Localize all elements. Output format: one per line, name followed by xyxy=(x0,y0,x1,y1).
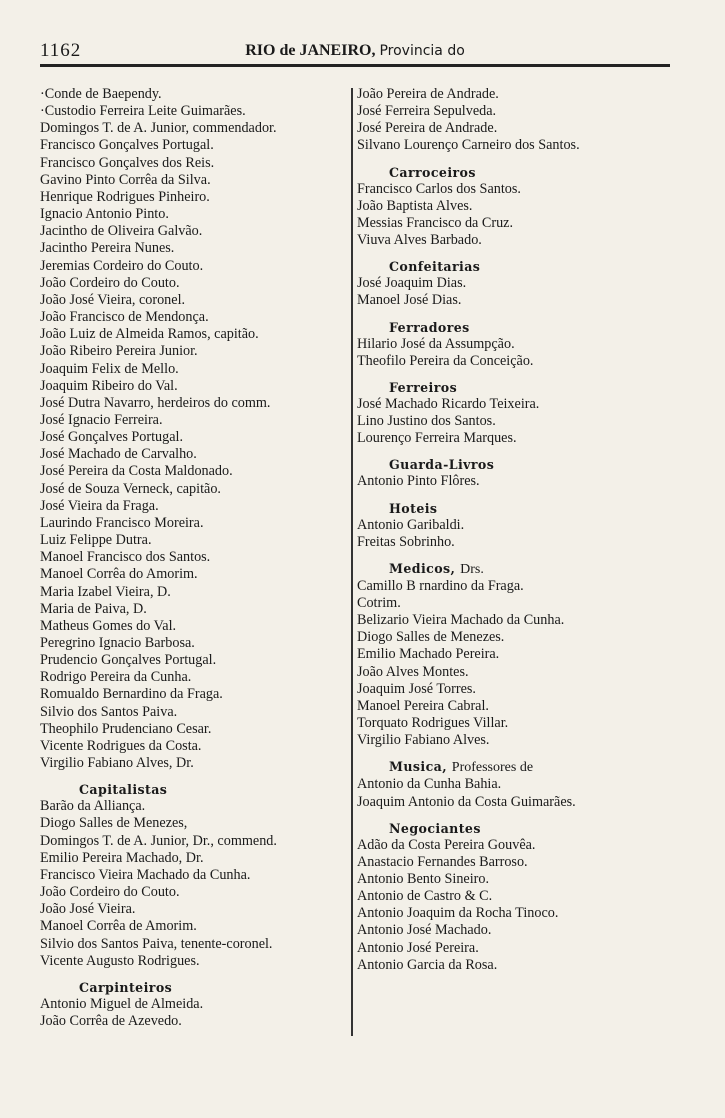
list-item: Romualdo Bernardino da Fraga. xyxy=(40,686,223,703)
list-item: Torquato Rodrigues Villar. xyxy=(357,715,509,732)
list-item: Diogo Salles de Menezes. xyxy=(357,629,505,646)
list-item: José Pereira de Andrade. xyxy=(357,120,498,137)
section-heading-label: Ferreiros xyxy=(389,379,458,395)
section-heading-label: Medicos, xyxy=(389,560,456,576)
list-item: Virgilio Fabiano Alves, Dr. xyxy=(40,755,194,772)
section-heading xyxy=(40,781,348,798)
list-item: Manoel Francisco dos Santos. xyxy=(40,549,211,566)
list-item: José Ignacio Ferreira. xyxy=(40,411,163,428)
header-rule xyxy=(40,64,670,67)
list-item: Gavino Pinto Corrêa da Silva. xyxy=(40,171,211,188)
list-item: ·Custodio Ferreira Leite Guimarães. xyxy=(40,103,246,120)
list-item: Lino Justino dos Santos. xyxy=(357,413,496,430)
list-item: Jacintho Pereira Nunes. xyxy=(40,240,175,257)
list-item: Prudencio Gonçalves Portugal. xyxy=(40,652,217,669)
list-item: Antonio da Cunha Bahia. xyxy=(357,776,502,793)
list-item: Silvano Lourenço Carneiro dos Santos. xyxy=(357,137,580,154)
list-item: Virgilio Fabiano Alves. xyxy=(357,732,490,749)
list-item: José Machado Ricardo Teixeira. xyxy=(357,395,540,412)
list-item: Camillo B rnardino da Fraga. xyxy=(357,577,524,594)
list-item: José Dutra Navarro, herdeiros do comm. xyxy=(40,394,271,411)
section-heading xyxy=(357,560,677,578)
list-item: Manoel Corrêa do Amorim. xyxy=(40,566,198,583)
list-item: João Corrêa de Azevedo. xyxy=(40,1012,182,1029)
list-item: Rodrigo Pereira da Cunha. xyxy=(40,669,192,686)
list-item: Henrique Rodrigues Pinheiro. xyxy=(40,188,210,205)
section-heading-label: Carpinteiros xyxy=(79,979,173,995)
running-head xyxy=(40,42,670,60)
list-item: Antonio Joaquim da Rocha Tinoco. xyxy=(357,905,559,922)
list-item: Francisco Gonçalves Portugal. xyxy=(40,137,214,154)
running-head-subtitle: Provincia do xyxy=(379,43,465,59)
list-item: Antonio de Castro & C. xyxy=(357,888,493,905)
list-item: Joaquim Ribeiro do Val. xyxy=(40,377,178,394)
list-item: Anastacio Fernandes Barroso. xyxy=(357,853,528,870)
list-item: Vicente Augusto Rodrigues. xyxy=(40,952,200,969)
section-heading-label: Confeitarias xyxy=(389,259,481,275)
list-item: Viuva Alves Barbado. xyxy=(357,232,482,249)
list-item: Francisco Gonçalves dos Reis. xyxy=(40,154,215,171)
list-item: José Machado de Carvalho. xyxy=(40,446,197,463)
list-item: Silvio dos Santos Paiva. xyxy=(40,703,178,720)
section-heading xyxy=(40,979,348,996)
list-item: Belizario Vieira Machado da Cunha. xyxy=(357,612,565,629)
list-item: Emilio Pereira Machado, Dr. xyxy=(40,849,204,866)
list-item: Francisco Carlos dos Santos. xyxy=(357,180,521,197)
list-item: Manoel Corrêa de Amorim. xyxy=(40,918,197,935)
list-item: Lourenço Ferreira Marques. xyxy=(357,430,517,447)
section-heading-label: Negociantes xyxy=(389,820,481,836)
list-item: Hilario José da Assumpção. xyxy=(357,335,515,352)
list-item: ·Conde de Baependy. xyxy=(40,86,162,102)
list-item: Domingos T. de A. Junior, commendador. xyxy=(40,120,277,137)
section-heading-label: Hoteis xyxy=(389,500,438,516)
section-heading xyxy=(357,758,677,776)
list-item: Luiz Felippe Dutra. xyxy=(40,532,152,549)
list-item: Cotrim. xyxy=(357,594,401,611)
list-item: Antonio José Pereira. xyxy=(357,939,479,956)
list-item: João Luiz de Almeida Ramos, capitão. xyxy=(40,326,259,343)
list-item: Freitas Sobrinho. xyxy=(357,533,455,550)
list-item: Ignacio Antonio Pinto. xyxy=(40,206,169,223)
section-heading-label: Guarda-Livros xyxy=(389,457,495,473)
section-heading xyxy=(357,164,677,181)
section-heading-label: Musica, xyxy=(389,759,447,775)
list-item: Manoel Pereira Cabral. xyxy=(357,697,489,714)
section-heading-label: Ferradores xyxy=(389,319,470,335)
list-item: João Baptista Alves. xyxy=(357,197,473,214)
list-item: José Pereira da Costa Maldonado. xyxy=(40,463,233,480)
section-heading xyxy=(357,820,677,837)
list-item: Antonio Miguel de Almeida. xyxy=(40,995,204,1012)
list-item: Emilio Machado Pereira. xyxy=(357,646,500,663)
list-item: Adão da Costa Pereira Gouvêa. xyxy=(357,836,536,853)
list-item: Laurindo Francisco Moreira. xyxy=(40,514,204,531)
list-item: Peregrino Ignacio Barbosa. xyxy=(40,635,195,651)
page-number: 1162 xyxy=(40,40,82,61)
list-item: Domingos T. de A. Junior, Dr., commend. xyxy=(40,832,277,849)
list-item: Antonio Garibaldi. xyxy=(357,516,465,533)
list-item: José Joaquim Dias. xyxy=(357,275,467,292)
list-item: Messias Francisco da Cruz. xyxy=(357,214,514,231)
list-item: Theofilo Pereira da Conceição. xyxy=(357,352,534,369)
list-item: Diogo Salles de Menezes, xyxy=(40,815,188,832)
column-divider xyxy=(351,88,353,1036)
list-item: Maria de Paiva, D. xyxy=(40,600,147,617)
list-item: Silvio dos Santos Paiva, tenente-coronel. xyxy=(40,935,273,952)
section-heading xyxy=(357,500,677,517)
list-item: José Gonçalves Portugal. xyxy=(40,429,184,446)
list-item: Antonio José Machado. xyxy=(357,922,492,939)
section-heading xyxy=(357,379,677,396)
list-item: Maria Izabel Vieira, D. xyxy=(40,583,171,600)
list-item: Joaquim Antonio da Costa Guimarães. xyxy=(357,793,576,810)
list-item: João Cordeiro do Couto. xyxy=(40,884,180,901)
list-item: José Ferreira Sepulveda. xyxy=(357,103,497,120)
list-item: Joaquim José Torres. xyxy=(357,680,476,697)
list-item: João Alves Montes. xyxy=(357,663,469,680)
section-subheading: Professores de xyxy=(451,760,534,776)
list-item: João Ribeiro Pereira Junior. xyxy=(40,343,198,360)
list-item: João José Vieira. xyxy=(40,901,136,918)
list-item: José Vieira da Fraga. xyxy=(40,497,159,514)
list-item: João Cordeiro do Couto. xyxy=(40,274,180,291)
list-item: Antonio Garcia da Rosa. xyxy=(357,956,498,973)
list-item: João Francisco de Mendonça. xyxy=(40,309,209,326)
list-item: João Pereira de Andrade. xyxy=(357,86,499,102)
list-item: José de Souza Verneck, capitão. xyxy=(40,480,221,497)
left-column xyxy=(40,86,348,1030)
list-item: Theophilo Prudenciano Cesar. xyxy=(40,720,212,737)
section-heading-label: Carroceiros xyxy=(389,164,476,180)
section-heading-label: Capitalistas xyxy=(79,782,168,798)
section-heading xyxy=(357,258,677,275)
section-heading xyxy=(357,456,677,473)
list-item: Francisco Vieira Machado da Cunha. xyxy=(40,866,251,883)
list-item: João José Vieira, coronel. xyxy=(40,291,186,308)
page-header xyxy=(40,38,670,64)
list-item: Jeremias Cordeiro do Couto. xyxy=(40,257,204,274)
list-item: Barão da Alliança. xyxy=(40,798,146,815)
list-item: Antonio Pinto Flôres. xyxy=(357,473,480,490)
list-item: Manoel José Dias. xyxy=(357,292,462,309)
section-subheading: Drs. xyxy=(460,561,484,577)
list-item: Matheus Gomes do Val. xyxy=(40,617,177,634)
list-item: Jacintho de Oliveira Galvão. xyxy=(40,223,203,240)
running-head-city: RIO de JANEIRO, xyxy=(245,42,376,59)
list-item: Vicente Rodrigues da Costa. xyxy=(40,737,202,754)
right-column xyxy=(357,86,677,974)
list-item: Antonio Bento Sineiro. xyxy=(357,871,490,887)
section-heading xyxy=(357,319,677,336)
list-item: Joaquim Felix de Mello. xyxy=(40,360,179,377)
